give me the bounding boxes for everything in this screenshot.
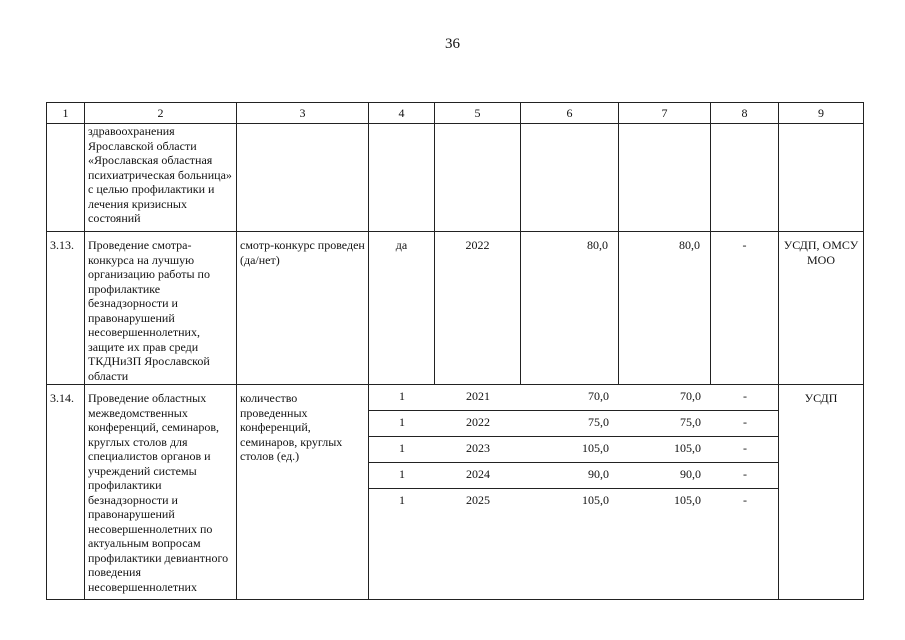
sub-funding-regional: 90,0 [619, 463, 711, 489]
year-breakdown [369, 385, 779, 600]
year: 2022 [435, 232, 521, 385]
header-col-6: 6 [521, 103, 619, 124]
sub-funding-other: - [711, 411, 779, 437]
sub-funding-total: 105,0 [582, 493, 609, 507]
table-row-3-14 [47, 385, 864, 600]
sub-year: 2021 [435, 385, 521, 411]
page-number: 36 [445, 36, 460, 52]
header-col-3: 3 [237, 103, 369, 124]
sub-value: 1 [369, 385, 435, 411]
executor: УСДП [779, 385, 864, 600]
executor: УСДП, ОМСУ МОО [779, 232, 864, 385]
indicator-value: да [369, 232, 435, 385]
header-col-7: 7 [619, 103, 711, 124]
header-col-5: 5 [435, 103, 521, 124]
measure-name: Проведение областных межведомственных конференций, семинаров, круглых столов для специалистов органов и учреждений системы профилактики безнадзорности и правонарушений несовершеннолетних по актуальным вопросам профилактики девиантного поведения несовершеннолетних [85, 385, 237, 600]
sub-value: 1 [369, 437, 435, 463]
funding-regional: 80,0 [619, 232, 711, 385]
table-row-continuation [47, 124, 864, 232]
sub-funding-total: 105,0 [521, 437, 619, 463]
funding-total: 80,0 [521, 232, 619, 385]
table-row-3-13 [47, 232, 864, 385]
sub-funding-total: 90,0 [521, 463, 619, 489]
measure-name: Проведение смотра-конкурса на лучшую организацию работы по профилактике безнадзорности и правонарушений несовершеннолетних, защите их прав среди ТКДНиЗП Ярославской области [85, 232, 237, 385]
sub-funding-total: 75,0 [521, 411, 619, 437]
sub-year: 2022 [435, 411, 521, 437]
sub-funding-total: 70,0 [521, 385, 619, 411]
header-col-1: 1 [47, 103, 85, 124]
sub-funding-other: - [711, 385, 779, 411]
sub-value: 1 [369, 463, 435, 489]
year-row [369, 385, 779, 411]
year-row [369, 489, 779, 515]
indicator: количество проведенных конференций, семинаров, круглых столов (ед.) [237, 385, 369, 600]
indicator: смотр-конкурс проведен (да/нет) [237, 232, 369, 385]
sub-funding-regional: 70,0 [619, 385, 711, 411]
sub-value: 1 [399, 493, 405, 507]
sub-funding-regional: 105,0 [619, 437, 711, 463]
year-row [369, 411, 779, 437]
header-col-4: 4 [369, 103, 435, 124]
sub-year: 2025 [466, 493, 490, 507]
sub-year: 2024 [435, 463, 521, 489]
row-number: 3.14. [47, 385, 85, 600]
funding-other: - [711, 232, 779, 385]
sub-funding-other: - [711, 463, 779, 489]
sub-funding-other: - [743, 493, 747, 507]
sub-funding-regional: 105,0 [674, 493, 701, 507]
program-table [46, 102, 864, 600]
sub-funding-other: - [711, 437, 779, 463]
continuation-text: здравоохранения Ярославской области «Ярославская областная психиатрическая больница» с целью профилактики и лечения кризисных состояний [85, 124, 237, 232]
sub-value: 1 [369, 411, 435, 437]
row-number: 3.13. [47, 232, 85, 385]
header-row [47, 103, 864, 124]
year-row [369, 463, 779, 489]
header-col-9: 9 [779, 103, 864, 124]
sub-funding-regional: 75,0 [619, 411, 711, 437]
header-col-8: 8 [711, 103, 779, 124]
sub-year: 2023 [435, 437, 521, 463]
header-col-2: 2 [85, 103, 237, 124]
year-row [369, 437, 779, 463]
